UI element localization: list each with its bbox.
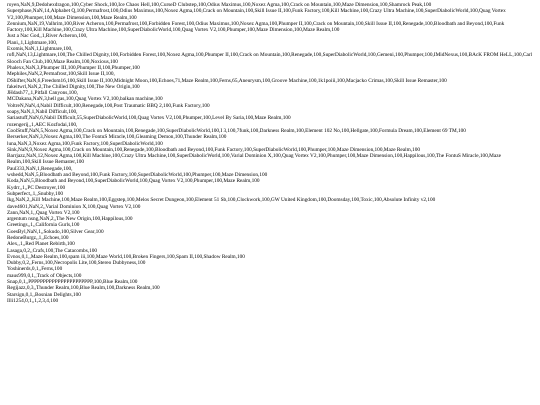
record-line: Greetings,,1,,California Gurls,100 [7, 222, 80, 229]
record-line: Sariastuff,NaN,6,Nabil Difficult,55,SuperDiabolicWorld,100,Quag Vortex V2,100,Phumper,100,Level By Saria,100,Maze Realm,100 [7, 115, 291, 122]
record-line: Alex,,1,,Red Planet Rebirth,100 [7, 241, 75, 248]
record-line: VoltreN,NaN,4,Nabil Difficult,100,Renegade,100,Post Traumatic BBQ 2,100,Funk Factory,100 [7, 102, 210, 109]
record-line: Paul333,NaN,1,Renegade,100, [7, 165, 73, 172]
record-line: dave4601,NaN,2,,Varial Dominion X,100,Quag Vortex V2,100 [7, 203, 141, 210]
record-line: Koda,NaN,5,Bloodbath and Beyond,100,SuperDiabolicWorld,100,Quag Vortex V2,100,Phumper,100,Maze Realm,100 [7, 178, 260, 185]
record-line: Just a Nac God,,1,River Acheron,100, [7, 33, 88, 40]
record-line: rofl,NaN,13,Lightmare,100,The Chilled Dignity,100,Forbidden Forest,100,Noxez Agma,100,Phumper II,100,Crack on Mountain,100,Renegade,100,SuperDiabolicWorld,100,Gemeni,100,Phumper,100,IMidNexus,100,BAcK FROM HeLL,100,Carl Slooch Fan Club,100,Maze Realm,100,Noxious,100 [7, 52, 533, 65]
record-line: CoolStuff,NaN,5,Noxez Agma,100,Crack on Mountain,100,Renegade,100,SuperDiabolicWorld,100,I 3,100,7funk,100,Darkness Realm,100,Element 102 No,100,Hellgate,100,Formula Dream,100,Element 69 TM,100 [7, 127, 466, 134]
record-line: rozengerij,,1,AEC Kozfodai,100, [7, 121, 78, 128]
record-line: royen,NaN,9,Dedohexdragon,100,Cyber Shock,100,Ice Chaos Hell,100,CurseD Clubstep,100,Odius Maximus,100,Noxez Agma,100,Crack on Mountain,100,Maze Dimension,100,Shamrock Peak,100 [7, 2, 432, 8]
record-line: wshedd,NaN,5,Bloodbath and Beyond,100,Funk Factory,100,SuperDiabolicWorld,100,Phumper,100,Maze Dimension,100 [7, 172, 268, 179]
record-line: MCDakana,NaN,3,hell gas,100,Quag Vortex V2,100,balkan machine,100 [7, 96, 163, 103]
record-line: Lasaga,0,2,,Crafs,100,The Catacombs,100 [7, 247, 98, 254]
record-line: maus999,0,1,,Track of Objects,100 [7, 272, 82, 279]
record-line: Plani,,1,Lightmare,100, [7, 39, 58, 46]
record-line: Superphase,NaN,14,Alphabet Q,100,Permafrost,100,Odius Maximus,100,Noxez Agma,100,Crack on Mountain,100,Skill Issue II,100,Funk Factory,100,Kill Machine,100,Crazy Ultra Machine,100,SuperDiabolicWorld,100,Quag Vortex V2,100,Phumper,100,Maze Dimension,100,Maze Realm,100 [7, 8, 506, 21]
record-line: Mephiles,NaN,2,Permafrost,100,Skill Issue II,100, [7, 71, 115, 78]
record-line: Kydrr,,1,,PC Destroyer,100 [7, 184, 66, 191]
record-line: DShifter,NaN,6,Freedom16,100,Skill Issue II,100,Midnight Moon,100,Echoes,71,Maze Realm,100,Ferns,65,Aneurysm,100,Groove Machine,100,1k1poiii,100,Macjacko Crimas,100,Skill Issue Remaster,100 [7, 77, 447, 84]
record-line: GoesByl,NaN,1,,Sokudo,100,Silver Gear,100 [7, 228, 104, 235]
record-line: RedoneBurgz,,1,,Echoes,100 [7, 234, 69, 241]
record-line: Illi1254,0,1,,1,2,3,4,100 [7, 297, 59, 304]
record-line: Dubby,0,2,,Ferns,100,Necropolis Lite,100,Stereo Dubbyness,100 [7, 260, 146, 267]
record-line: luna,NaN,3,Noxez Agma,100,Funk Factory,100,SuperDiabolicWorld,100 [7, 140, 163, 147]
record-line: Ikg,NaN,2,,Kill Machine,100,Maze Realm,100,Eggstep,100,Melos Secret Dungeon,100,Element 51 Sb,100,Clockwork,100,GW United Kingdom,100,Doomsday,100,Toxic,100,Absolute Infinity v2,100 [7, 197, 436, 204]
record-line: fakeitwrl,NaN,2,The Chilled Dignity,100,The New Origin,100 [7, 83, 140, 90]
record-line: Yoshinerds,0,1,,Ferns,100 [7, 266, 63, 273]
record-line: Barrjazz,NaN,12,Noxez Agma,100,Kill Machine,100,Crazy Ultra Machine,100,SuperDiabolicWorld,100,Varial Dominion X,100,Quag Vortex V2,100,Phumper,100,Maze Dimension,100,Happilous,100,The FontuS Miracle,100,Maze Realm,100,Skill Issue Remaster,100 [7, 153, 501, 166]
record-line: JHdash77,,1,Pitfall Canyons,100, [7, 90, 78, 97]
record-line: Berserker,NaN,3,Noxez Agma,100,The FontuS Miracle,100,Gleaming Demon,100,Thunder Realm,100 [7, 134, 227, 141]
record-line: Zann,NaN,1,,Quag Vortex V2,100 [7, 209, 80, 216]
record-line: argentum nsng,NaN,2,,The New Origin,100,Happilous,100 [7, 216, 133, 223]
record-line: Zennium,NaN,19,Valhrim,100,River Acheron,100,Permafrost,100,Forbidden Forest,100,Odius Maximus,100,Noxez Agma,100,Phumper II,100,Crack on Mountain,100,Skill Issue II,100,Renegade,100,Bloodbath and Beyond,100,Funk Factory,100,Kill Machine,100,Crazy Ultra Machine,100,SuperDiabolicWorld,100,Quag Vortex V2,100,Phumper,100,Maze Dimension,100,Maze Realm,100 [7, 20, 505, 34]
record-line: Phalexx,NaN,3,Phumper III,100,Phumper II,100,Phumper,100 [7, 64, 140, 71]
record-line: Starsign,0,1,,Bosnian Delights,100 [7, 291, 81, 298]
record-line: soapy,NaN,1,Nabil Difficult,100, [7, 109, 78, 116]
record-line: Snap,0,1,,PPPPPPPPPPPPPPPPPPPPPP,100,Blue Realm,100 [7, 279, 138, 286]
record-line: Evnos,0,1,,Maze Realm,100,spam iii,100,Maze World,100,Broken Fingers,100,Spam II,100,Shadow Realm,100 [7, 253, 245, 260]
record-line: Exomis,NaN,1,Lightmare,100, [7, 46, 73, 53]
record-line: Regijazz,0,3,,Thunder Realm,100,Blue Realm,100,Darkness Realm,100 [7, 285, 160, 292]
record-line: Subperfect,,1,,Snubby,100 [7, 190, 64, 197]
record-line: Sink,NaN,9,Noxez Agma,100,Crack on Mountain,100,Renegade,100,Bloodbath and Beyond,100,Funk Factory,100,SuperDiabolicWorld,100,Phumper,100,Maze Dimension,100,Maze Realm,100 [7, 146, 420, 153]
